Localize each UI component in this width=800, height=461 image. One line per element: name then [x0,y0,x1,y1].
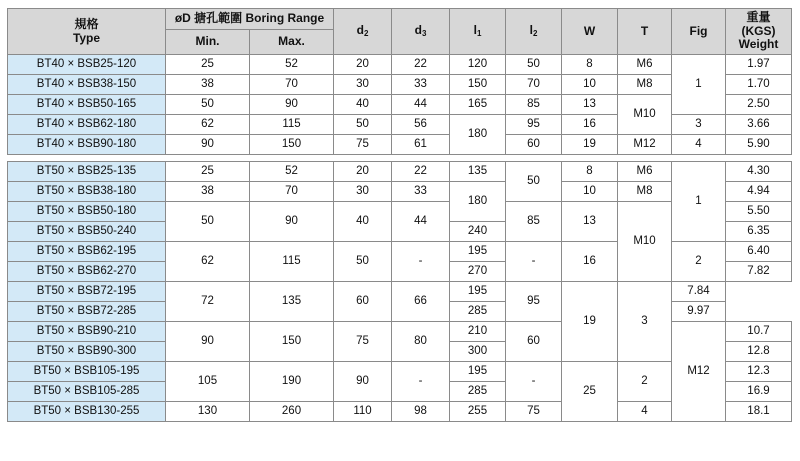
type-cell: BT40 × BSB90-180 [8,135,166,155]
d2-cell: 40 [334,95,392,115]
d2-cell: 75 [334,135,392,155]
w-header: W [562,9,618,55]
t-cell: M12 [672,322,726,422]
type-cell: BT40 × BSB38-150 [8,75,166,95]
weight-cell: 7.84 [672,282,726,302]
weight-cell: 6.35 [726,222,792,242]
min-cell: 72 [166,282,250,322]
d3-cell: 98 [392,402,450,422]
weight-cell: 1.97 [726,55,792,75]
l2-cell: 50 [506,162,562,202]
min-header: Min. [166,30,250,55]
max-cell: 52 [250,162,334,182]
type-cell: BT40 × BSB50-165 [8,95,166,115]
min-cell: 130 [166,402,250,422]
type-cell: BT50 × BSB50-180 [8,202,166,222]
table-row [8,282,792,302]
d2-cell: 30 [334,75,392,95]
d3-cell: - [392,362,450,402]
type-cell: BT40 × BSB62-180 [8,115,166,135]
t-cell: M10 [618,95,672,135]
d2-cell: 110 [334,402,392,422]
l1-cell: 285 [450,382,506,402]
weight-cell: 12.8 [726,342,792,362]
l2-cell: 70 [506,75,562,95]
l2-cell: 50 [506,55,562,75]
type-cell: BT50 × BSB130-255 [8,402,166,422]
max-cell: 135 [250,282,334,322]
fig-header: Fig [672,9,726,55]
weight-header-zh: 重量 [746,9,771,24]
weight-cell: 5.50 [726,202,792,222]
d2-cell: 20 [334,55,392,75]
l1-cell: 165 [450,95,506,115]
fig-cell: 3 [672,115,726,135]
max-cell: 70 [250,182,334,202]
l2-cell: 95 [506,282,562,322]
d3-cell: 22 [392,162,450,182]
type-cell: BT50 × BSB90-210 [8,322,166,342]
separator-cell [8,155,792,162]
type-cell: BT50 × BSB62-195 [8,242,166,262]
weight-cell: 3.66 [726,115,792,135]
l1-cell: 240 [450,222,506,242]
min-cell: 25 [166,162,250,182]
max-cell: 150 [250,135,334,155]
l1-cell: 135 [450,162,506,182]
d3-cell: 80 [392,322,450,362]
table-row [8,55,792,75]
l1-cell: 270 [450,262,506,282]
w-cell: 8 [562,162,618,182]
l2-cell: - [506,362,562,402]
l1-cell: 120 [450,55,506,75]
spec-table-container [7,8,792,422]
table-row [8,115,792,135]
type-cell: BT40 × BSB25-120 [8,55,166,75]
table-row [8,162,792,182]
l1-cell: 210 [450,322,506,342]
fig-cell: 4 [618,402,672,422]
t-header: T [618,9,672,55]
max-cell: 115 [250,115,334,135]
weight-cell: 16.9 [726,382,792,402]
max-cell: 90 [250,202,334,242]
d2-cell: 30 [334,182,392,202]
d3-cell: 33 [392,75,450,95]
type-cell: BT50 × BSB105-195 [8,362,166,382]
max-header: Max. [250,30,334,55]
min-cell: 90 [166,322,250,362]
l1-header: $l_1$ [450,9,506,55]
l2-cell: 85 [506,202,562,242]
weight-header-en: Weight [738,37,779,52]
l2-cell: 60 [506,322,562,362]
min-cell: 62 [166,242,250,282]
d3-cell: - [392,242,450,282]
max-cell: 260 [250,402,334,422]
d2-cell: 40 [334,202,392,242]
max-cell: 115 [250,242,334,282]
type-cell: BT50 × BSB72-195 [8,282,166,302]
w-cell: 13 [562,202,618,242]
weight-cell: 12.3 [726,362,792,382]
weight-cell: 10.7 [726,322,792,342]
t-cell: M8 [618,182,672,202]
l1-cell: 195 [450,242,506,262]
min-cell: 38 [166,182,250,202]
d3-cell: 61 [392,135,450,155]
min-cell: 90 [166,135,250,155]
l1-cell: 150 [450,75,506,95]
d2-cell: 50 [334,242,392,282]
l2-cell: 60 [506,135,562,155]
fig-cell: 1 [672,162,726,242]
t-cell: M8 [618,75,672,95]
w-cell: 10 [562,75,618,95]
min-cell: 105 [166,362,250,402]
d3-cell: 66 [392,282,450,322]
w-cell: 16 [562,242,618,282]
group-separator [8,155,792,162]
table-row [8,135,792,155]
weight-header [726,9,792,55]
l1-cell: 195 [450,362,506,382]
max-cell: 70 [250,75,334,95]
type-cell: BT50 × BSB38-180 [8,182,166,202]
weight-cell: 2.50 [726,95,792,115]
weight-cell: 1.70 [726,75,792,95]
fig-cell: 2 [672,242,726,282]
fig-cell: 4 [672,135,726,155]
min-cell: 25 [166,55,250,75]
w-cell: 16 [562,115,618,135]
t-cell: M12 [618,135,672,155]
l2-cell: - [506,242,562,282]
type-cell: BT50 × BSB50-240 [8,222,166,242]
fig-cell: 1 [672,55,726,115]
weight-cell: 7.82 [726,262,792,282]
weight-cell: 9.97 [672,302,726,322]
d2-cell: 90 [334,362,392,402]
l1-cell: 255 [450,402,506,422]
d2-cell: 50 [334,115,392,135]
type-cell: BT50 × BSB25-135 [8,162,166,182]
type-header [8,9,166,55]
min-cell: 50 [166,202,250,242]
d2-cell: 60 [334,282,392,322]
l2-cell: 85 [506,95,562,115]
w-cell: 19 [562,135,618,155]
max-cell: 90 [250,95,334,115]
w-cell: 19 [562,282,618,362]
min-cell: 38 [166,75,250,95]
d3-cell: 22 [392,55,450,75]
l1-cell: 300 [450,342,506,362]
type-header-zh: 規格 [74,16,99,31]
w-cell: 13 [562,95,618,115]
type-cell: BT50 × BSB105-285 [8,382,166,402]
w-cell: 10 [562,182,618,202]
type-cell: BT50 × BSB72-285 [8,302,166,322]
table-row [8,322,792,342]
d2-cell: 20 [334,162,392,182]
type-cell: BT50 × BSB62-270 [8,262,166,282]
t-cell: M6 [618,55,672,75]
fig-cell: 3 [618,282,672,362]
d2-header: $d_2$ [334,9,392,55]
d3-cell: 44 [392,202,450,242]
w-cell: 25 [562,362,618,422]
t-cell: M10 [618,202,672,282]
max-cell: 190 [250,362,334,402]
d3-cell: 33 [392,182,450,202]
l1-cell: 285 [450,302,506,322]
d3-cell: 44 [392,95,450,115]
type-header-en: Type [72,30,101,45]
d3-header: $d_3$ [392,9,450,55]
l2-cell: 95 [506,115,562,135]
fig-cell: 2 [618,362,672,402]
l1-cell: 180 [450,182,506,222]
boring-range-header: øD 搪孔範圍 Boring Range [166,9,334,30]
l1-cell: 195 [450,282,506,302]
w-cell: 8 [562,55,618,75]
max-cell: 52 [250,55,334,75]
weight-cell: 4.94 [726,182,792,202]
weight-header-unit: (KGS) [741,23,776,38]
type-cell: BT50 × BSB90-300 [8,342,166,362]
l2-cell: 75 [506,402,562,422]
t-cell: M6 [618,162,672,182]
table-row [8,242,792,262]
l1-cell: 180 [450,115,506,155]
max-cell: 150 [250,322,334,362]
min-cell: 50 [166,95,250,115]
l2-header: $l_2$ [506,9,562,55]
d2-cell: 75 [334,322,392,362]
d3-cell: 56 [392,115,450,135]
weight-cell: 6.40 [726,242,792,262]
min-cell: 62 [166,115,250,135]
weight-cell: 4.30 [726,162,792,182]
boring-bar-spec-table [7,8,792,422]
weight-cell: 18.1 [726,402,792,422]
weight-cell: 5.90 [726,135,792,155]
